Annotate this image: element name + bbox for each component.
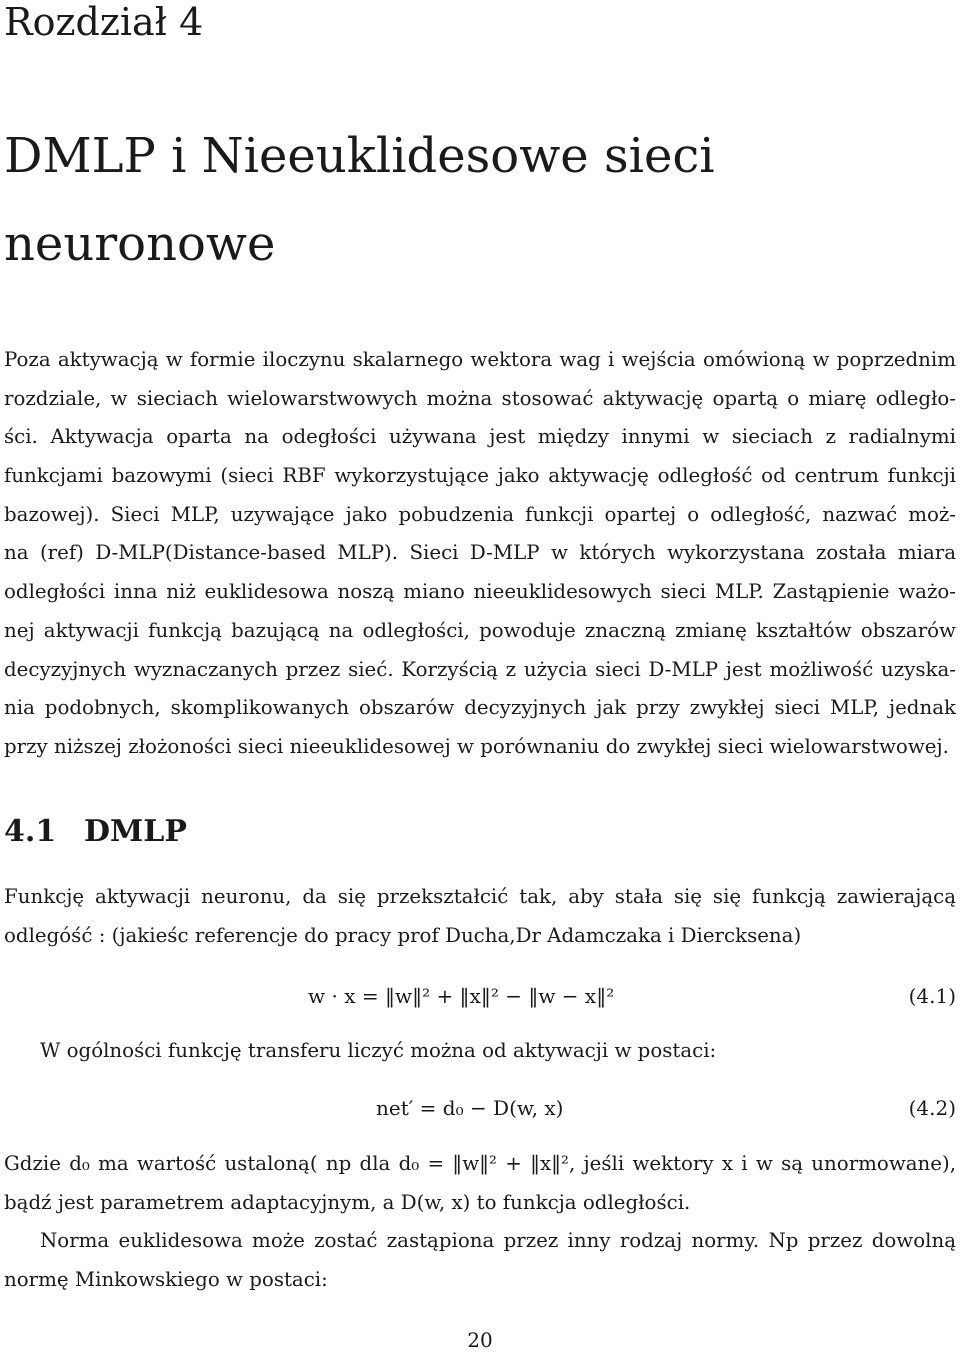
paragraph-line: normę Minkowskiego w postaci: (4, 1267, 328, 1291)
paragraph-line: decyzyjnych wyznaczanych przez sieć. Korzyścią z użycia sieci D-MLP jest możliwość uzyska- (4, 657, 956, 681)
paragraph-line: przy niższej złożoności sieci nieeuklidesowej w porównaniu do zwykłej sieci wielowarstwowej. (4, 734, 949, 758)
chapter-title-line-2: neuronowe (4, 216, 276, 272)
paragraph-line: ści. Aktywacja oparta na odegłości używana jest między innymi w sieciach z radialnymi (4, 425, 956, 449)
section-title: DMLP (84, 814, 187, 849)
paragraph-line: Gdzie d₀ ma wartość ustaloną( np dla d₀ = ‖w‖² + ‖x‖², jeśli wektory x i w są unormowane), (4, 1152, 956, 1175)
equation-4-2 (0, 1092, 960, 1124)
section-heading (4, 808, 187, 856)
chapter-title-line-1: DMLP i Nieeuklidesowe sieci (4, 128, 715, 184)
transfer-paragraph (4, 1032, 956, 1071)
equation-number: (4.2) (908, 1096, 956, 1120)
equation-number: (4.1) (908, 984, 956, 1008)
paragraph-line: odlegóść : (jakieśc referencje do pracy prof Ducha,Dr Adamczaka i Diercksena) (4, 923, 802, 947)
paragraph-line: odległości inna niż euklidesowa noszą miano nieeuklidesowych sieci MLP. Zastąpienie ważo- (4, 580, 956, 604)
paragraph-line: nej aktywacji funkcją bazującą na odległości, powoduje znaczną zmianę kształtów obszarów (4, 618, 956, 642)
paragraph-line: Norma euklidesowa może zostać zastąpiona przez inny rodzaj normy. Np przez dowolną (40, 1229, 956, 1252)
equation-expression: net′ = d₀ − D(w, x) (376, 1096, 564, 1120)
paragraph-line: bazowej). Sieci MLP, uzywające jako pobudzenia funkcji opartej o odległość, nazwać moż- (4, 502, 956, 526)
chapter-title (4, 112, 944, 288)
paragraph-line: funkcjami bazowymi (sieci RBF wykorzystujące jako aktywację odległość od centrum funkcji (4, 464, 956, 488)
intro-paragraph (4, 341, 956, 767)
paragraph-line: Poza aktywacją w formie iloczynu skalarnego wektora wag i wejścia omówioną w poprzednim (4, 348, 956, 371)
paragraph-line: bądź jest parametrem adaptacyjnym, a D(w, x) to funkcja odległości. (4, 1190, 691, 1214)
paragraph-line: nia podobnych, skomplikowanych obszarów decyzyjnych jak przy zwykłej sieci MLP, jednak (4, 696, 956, 720)
section-number: 4.1 (4, 814, 57, 849)
page-number: 20 (467, 1328, 493, 1352)
chapter-label: Rozdział 4 (4, 0, 204, 44)
norma-paragraph (4, 1222, 956, 1299)
paragraph-line: na (ref) D-MLP(Distance-based MLP). Sieci D-MLP w których wykorzystana została miara (4, 541, 956, 565)
equation-4-1 (0, 980, 960, 1012)
paragraph-line: rozdziale, w sieciach wielowarstwowych można stosować aktywację opartą o miarę odległo- (4, 386, 956, 410)
section-paragraph (4, 878, 956, 955)
equation-expression: w · x = ‖w‖² + ‖x‖² − ‖w − x‖² (308, 984, 615, 1008)
paragraph-line: Funkcję aktywacji neuronu, da się przekształcić tak, aby stała się się funkcją zawierającą (4, 885, 956, 908)
gdzie-paragraph (4, 1145, 956, 1222)
paragraph-line: W ogólności funkcję transferu liczyć można od aktywacji w postaci: (40, 1039, 717, 1062)
